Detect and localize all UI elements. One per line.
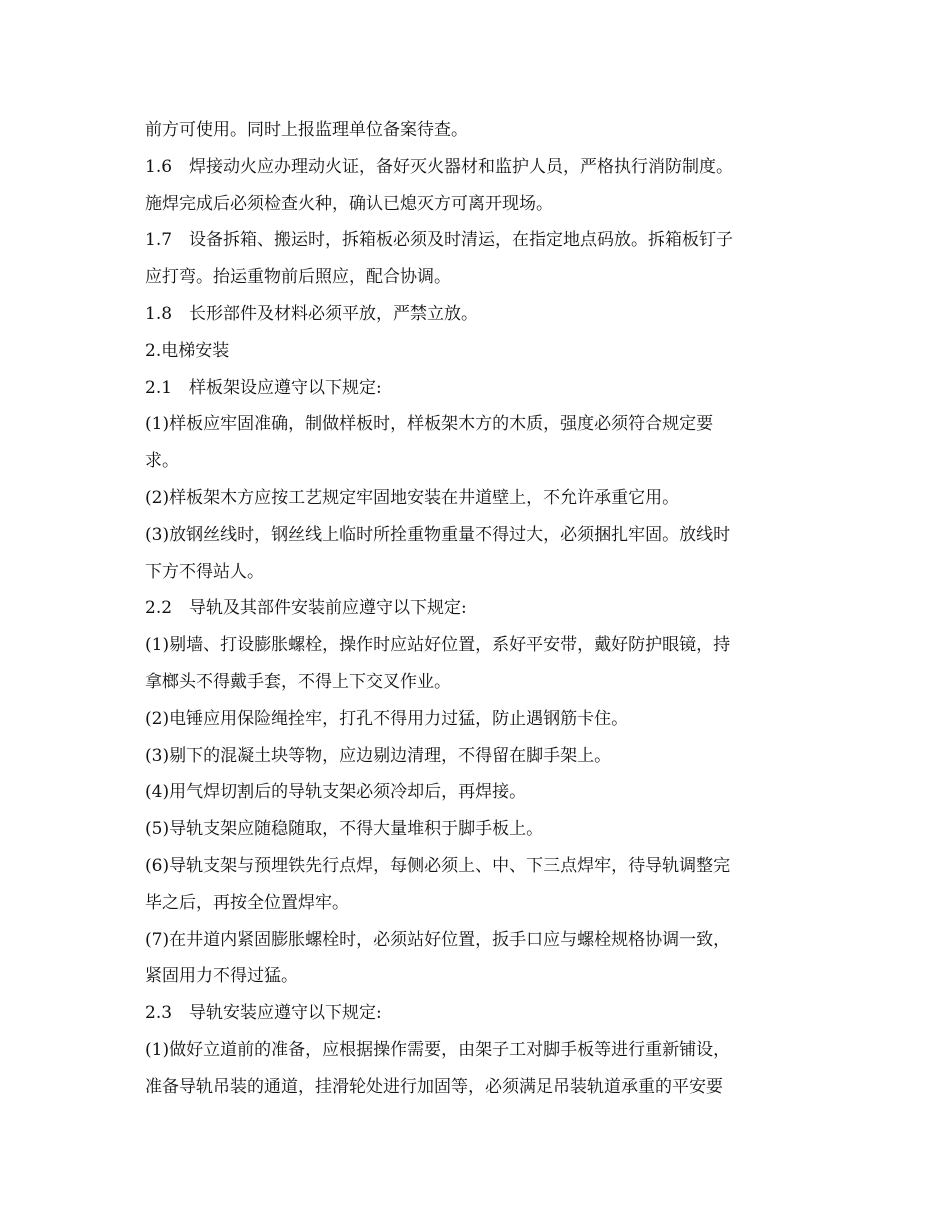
text-line: 应打弯。抬运重物前后照应，配合协调。 <box>145 267 451 288</box>
text-line: (5)导轨支架应随稳随取，不得大量堆积于脚手板上。 <box>145 819 544 840</box>
text-line: (1)做好立道前的准备，应根据操作需要，由架子工对脚手板等进行重新铺设， <box>145 1039 731 1060</box>
text-line: 2.1 样板架设应遵守以下规定: <box>145 377 382 398</box>
document-page <box>145 112 810 1106</box>
text-line: 下方不得站人。 <box>145 561 264 582</box>
text-line: 准备导轨吊装的通道，挂滑轮处进行加固等，必须满足吊装轨道承重的平安要 <box>145 1076 723 1097</box>
text-line: 紧固用力不得过猛。 <box>145 966 298 987</box>
text-line: (7)在井道内紧固膨胀螺栓时，必须站好位置，扳手口应与螺栓规格协调一致， <box>145 929 731 950</box>
text-line: (1)剔墙、打设膨胀螺栓，操作时应站好位置，系好平安带，戴好防护眼镜，持 <box>145 635 731 656</box>
text-line: (3)放钢丝线时，钢丝线上临时所拴重物重量不得过大，必须捆扎牢固。放线时 <box>145 524 731 545</box>
text-line: (2)样板架木方应按工艺规定牢固地安装在井道壁上，不允许承重它用。 <box>145 487 680 508</box>
text-line: 拿榔头不得戴手套，不得上下交叉作业。 <box>145 671 451 692</box>
text-line: 2.2 导轨及其部件安装前应遵守以下规定: <box>145 598 467 619</box>
section-heading: 2.电梯安装 <box>145 340 230 361</box>
text-line: (2)电锤应用保险绳拴牢，打孔不得用力过猛，防止遇钢筋卡住。 <box>145 708 629 729</box>
text-line: (4)用气焊切割后的导轨支架必须冷却后，再焊接。 <box>145 782 527 803</box>
text-line: (6)导轨支架与预埋铁先行点焊，每侧必须上、中、下三点焊牢，待导轨调整完 <box>145 855 731 876</box>
text-line: 1.7 设备拆箱、搬运时，拆箱板必须及时清运，在指定地点码放。拆箱板钉子 <box>145 230 734 251</box>
text-line: 毕之后，再按全位置焊牢。 <box>145 892 349 913</box>
text-line: 求。 <box>145 451 179 472</box>
text-line: 1.8 长形部件及材料必须平放，严禁立放。 <box>145 303 479 324</box>
text-line: 施焊完成后必须检查火种，确认已熄灭方可离开现场。 <box>145 193 553 214</box>
text-line: 1.6 焊接动火应办理动火证，备好灭火器材和监护人员，严格执行消防制度。 <box>145 156 734 177</box>
text-line: 2.3 导轨安装应遵守以下规定: <box>145 1003 382 1024</box>
text-line: (3)剔下的混凝土块等物，应边剔边清理，不得留在脚手架上。 <box>145 745 612 766</box>
text-line: (1)样板应牢固准确，制做样板时，样板架木方的木质，强度必须符合规定要 <box>145 414 714 435</box>
text-line: 前方可使用。同时上报监理单位备案待查。 <box>145 120 468 140</box>
